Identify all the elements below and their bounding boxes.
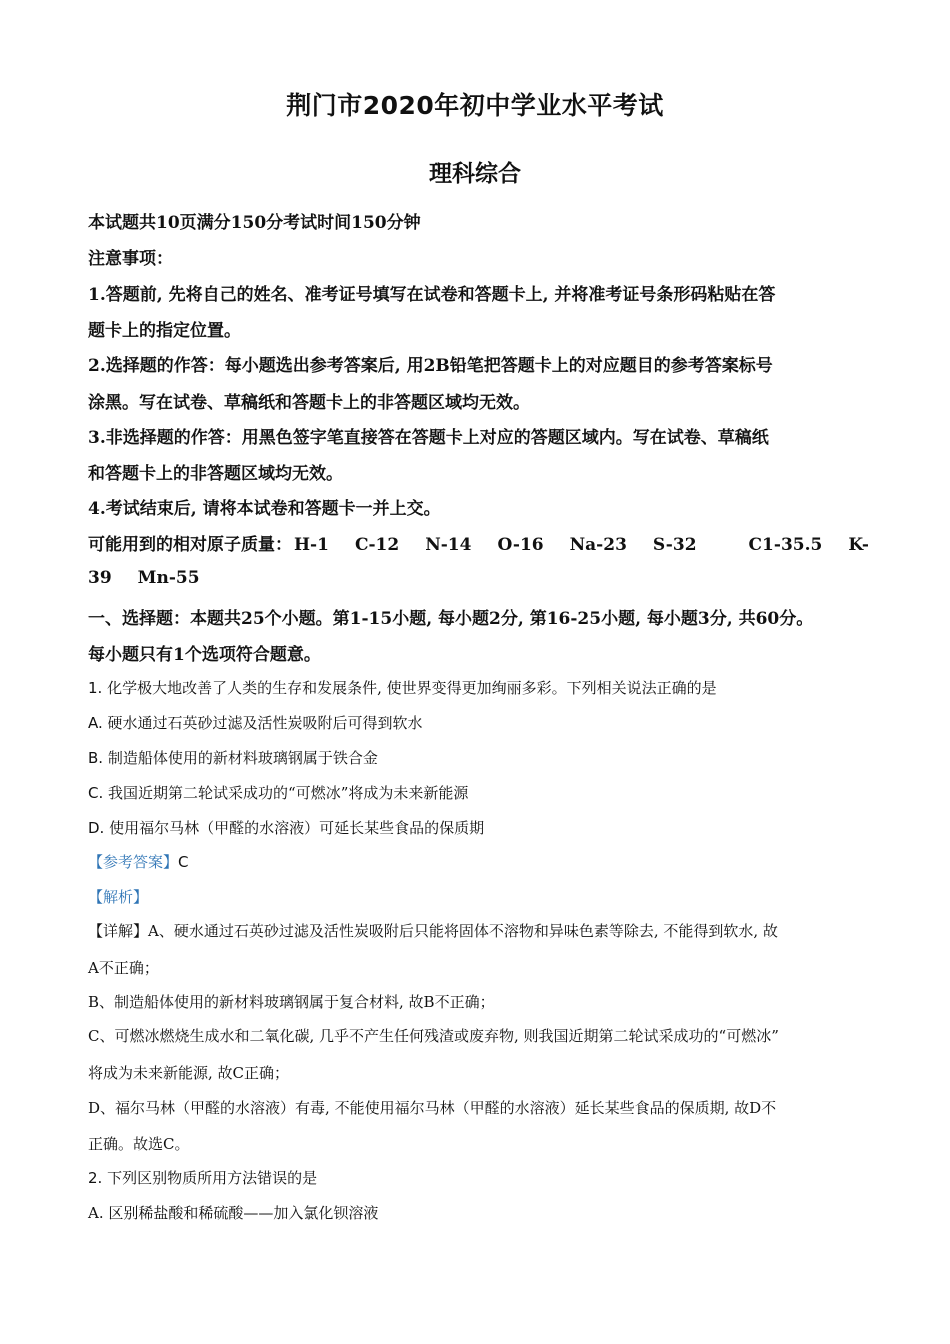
q2-option-a-key: A. (88, 1204, 104, 1222)
exam-subtitle: 理科综合 (429, 161, 521, 187)
detail-label: 【详解】 (88, 922, 149, 940)
atomic-mass-n: N-14 (425, 535, 472, 555)
option-d-text: 使用福尔马林（甲醛的水溶液）可延长某些食品的保质期 (104, 819, 485, 837)
note-1-line-2: 题卡上的指定位置。 (88, 321, 241, 341)
atomic-mass-s: S-32 (652, 535, 697, 555)
question-1-stem (88, 677, 717, 698)
question-1-answer (88, 851, 189, 872)
atomic-mass-k-value: 39 (88, 568, 112, 588)
exam-title: 荆门市2020年初中学业水平考试 (286, 91, 664, 120)
detail-line-5: 将成为未来新能源, 故C正确； (88, 1064, 290, 1082)
atomic-mass-mn: Mn-55 (137, 568, 200, 588)
note-2-line-1: 2.选择题的作答：每小题选出参考答案后, 用2B铅笔把答题卡上的对应题目的参考答案标号 (88, 356, 773, 376)
option-c-text: 我国近期第二轮试采成功的“可燃冰”将成为未来新能源 (103, 784, 469, 802)
option-b-key: B. (88, 749, 104, 767)
question-2-number: 2. (88, 1169, 103, 1187)
atomic-mass-c: C-12 (354, 535, 400, 555)
detail-text-1: A、硬水通过石英砂过滤及活性炭吸附后只能将固体不溶物和异味色素等除去, 不能得到软水, 故 (148, 922, 778, 940)
notes-heading: 注意事项： (88, 249, 173, 269)
option-a-key: A. (88, 714, 103, 732)
detail-line-4: C、可燃冰燃烧生成水和二氧化碳, 几乎不产生任何残渣或废弃物, 则我国近期第二轮试采成功的“可燃冰” (88, 1027, 779, 1045)
note-3-line-1: 3.非选择题的作答：用黑色签字笔直接答在答题卡上对应的答题区域内。写在试卷、草稿纸 (88, 428, 769, 448)
note-2-line-2: 涂黑。写在试卷、草稿纸和答题卡上的非答题区域均无效。 (88, 393, 530, 413)
option-c-key: C. (88, 784, 104, 802)
question-2-option-a (88, 1202, 378, 1223)
exam-info: 本试题共10页满分150分考试时间150分钟 (88, 213, 421, 233)
note-1-line-1: 1.答题前, 先将自己的姓名、准考证号填写在试卷和答题卡上, 并将准考证号条形码粘贴在答 (88, 285, 776, 305)
detail-line-3: B、制造船体使用的新材料玻璃钢属于复合材料, 故B不正确； (88, 993, 495, 1011)
atomic-mass-na: Na-23 (569, 535, 627, 555)
q2-option-a-text: 区别稀盐酸和稀硫酸——加入氯化钡溶液 (103, 1204, 379, 1222)
question-1-number: 1. (88, 679, 103, 697)
detail-line-1 (88, 920, 778, 941)
answer-value: C (178, 853, 189, 871)
question-1-text: 化学极大地改善了人类的生存和发展条件, 使世界变得更加绚丽多彩。下列相关说法正确的是 (102, 679, 717, 697)
note-4: 4.考试结束后, 请将本试卷和答题卡一并上交。 (88, 499, 441, 519)
atomic-mass-line-2 (88, 568, 200, 588)
question-1-option-d (88, 817, 484, 838)
atomic-mass-o: O-16 (497, 535, 544, 555)
option-d-key: D. (88, 819, 105, 837)
atomic-mass-cl: C1-35.5 (748, 535, 823, 555)
section-1-heading: 一、选择题：本题共25个小题。第1-15小题, 每小题2分, 第16-25小题, 每小题3分, 共60分。 (88, 609, 814, 629)
section-1-note: 每小题只有1个选项符合题意。 (88, 645, 321, 665)
question-1-option-a (88, 712, 423, 733)
atomic-mass-h: H-1 (294, 535, 329, 555)
question-2-text: 下列区别物质所用方法错误的是 (102, 1169, 318, 1187)
answer-label: 【参考答案】 (88, 853, 179, 871)
question-2-stem (88, 1167, 317, 1188)
atomic-mass-k: K- (848, 535, 869, 555)
note-3-line-2: 和答题卡上的非答题区域均无效。 (88, 464, 343, 484)
option-b-text: 制造船体使用的新材料玻璃钢属于铁合金 (103, 749, 378, 767)
detail-line-2: A不正确； (88, 959, 159, 977)
question-1-option-b (88, 747, 378, 768)
question-1-option-c (88, 782, 468, 803)
atomic-mass-label: 可能用到的相对原子质量： (88, 535, 292, 555)
detail-line-6: D、福尔马林（甲醛的水溶液）有毒, 不能使用福尔马林（甲醛的水溶液）延长某些食品的保质期, 故D不 (88, 1099, 777, 1117)
analysis-label: 【解析】 (88, 888, 149, 906)
atomic-mass-line-1 (88, 530, 869, 555)
detail-line-7: 正确。故选C。 (88, 1135, 190, 1153)
option-a-text: 硬水通过石英砂过滤及活性炭吸附后可得到软水 (102, 714, 423, 732)
